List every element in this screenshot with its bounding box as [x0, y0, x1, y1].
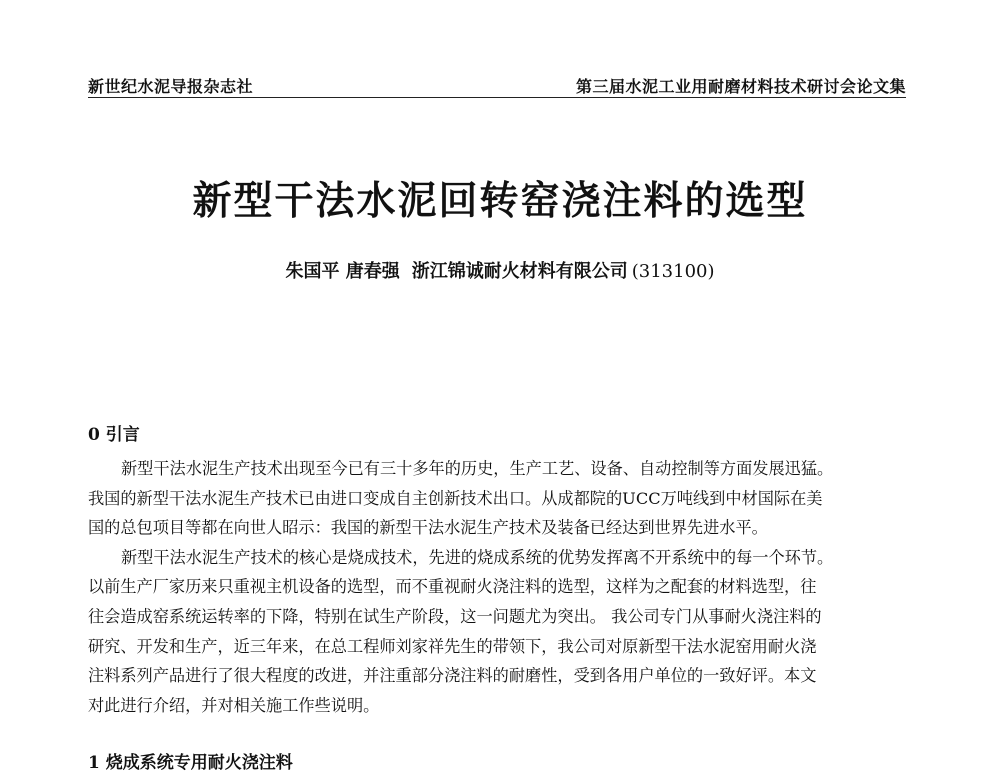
paragraph-line: 对此进行介绍，并对相关施工作些说明。 — [88, 695, 380, 715]
postal-code: (313100) — [631, 261, 715, 282]
paragraph-line: 注料系列产品进行了很大程度的改进，并注重部分浇注料的耐磨性，受到各用户单位的一致好评。本文 — [88, 666, 817, 686]
paragraph-line: 研究、开发和生产，近三年来，在总工程师刘家祥先生的带领下，我公司对原新型干法水泥窑用耐火浇 — [88, 636, 817, 656]
paragraph-line: 我国的新型干法水泥生产技术已由进口变成自主创新技术出口。从成都院的UCC万吨线到中材国际在美 — [88, 488, 823, 508]
paragraph-line: 往会造成窑系统运转率的下降，特别在试生产阶段，这一问题尤为突出。 我公司专门从事耐火浇注料的 — [88, 606, 822, 626]
body-text — [88, 454, 908, 720]
paragraph-line: 国的总包项目等都在向世人昭示：我国的新型干法水泥生产技术及装备已经达到世界先进水平。 — [88, 518, 768, 538]
header-publisher: 新世纪水泥导报杂志社 — [88, 77, 254, 96]
paragraph-line: 新型干法水泥生产技术的核心是烧成技术，先进的烧成系统的优势发挥离不开系统中的每一个环节。 — [121, 547, 834, 567]
author-affiliation: 浙江锦诚耐火材料有限公司 — [411, 261, 628, 282]
paragraph-line: 新型干法水泥生产技术出现至今已有三十多年的历史，生产工艺、设备、自动控制等方面发展迅猛。 — [121, 459, 834, 478]
author-names: 朱国平 唐春强 — [285, 261, 400, 282]
section-heading-introduction: 0 引言 — [88, 425, 140, 445]
header-rule — [88, 97, 906, 98]
section-heading-kiln-castables: 1 烧成系统专用耐火浇注料 — [88, 753, 293, 773]
paper-title: 新型干法水泥回转窑浇注料的选型 — [192, 178, 808, 224]
author-line — [0, 257, 1000, 283]
running-header — [88, 74, 906, 96]
header-proceedings-title: 第三届水泥工业用耐磨材料技术研讨会论文集 — [575, 77, 906, 96]
paragraph-line: 以前生产厂家历来只重视主机设备的选型，而不重视耐火浇注料的选型，这样为之配套的材料选型，往 — [88, 577, 817, 597]
